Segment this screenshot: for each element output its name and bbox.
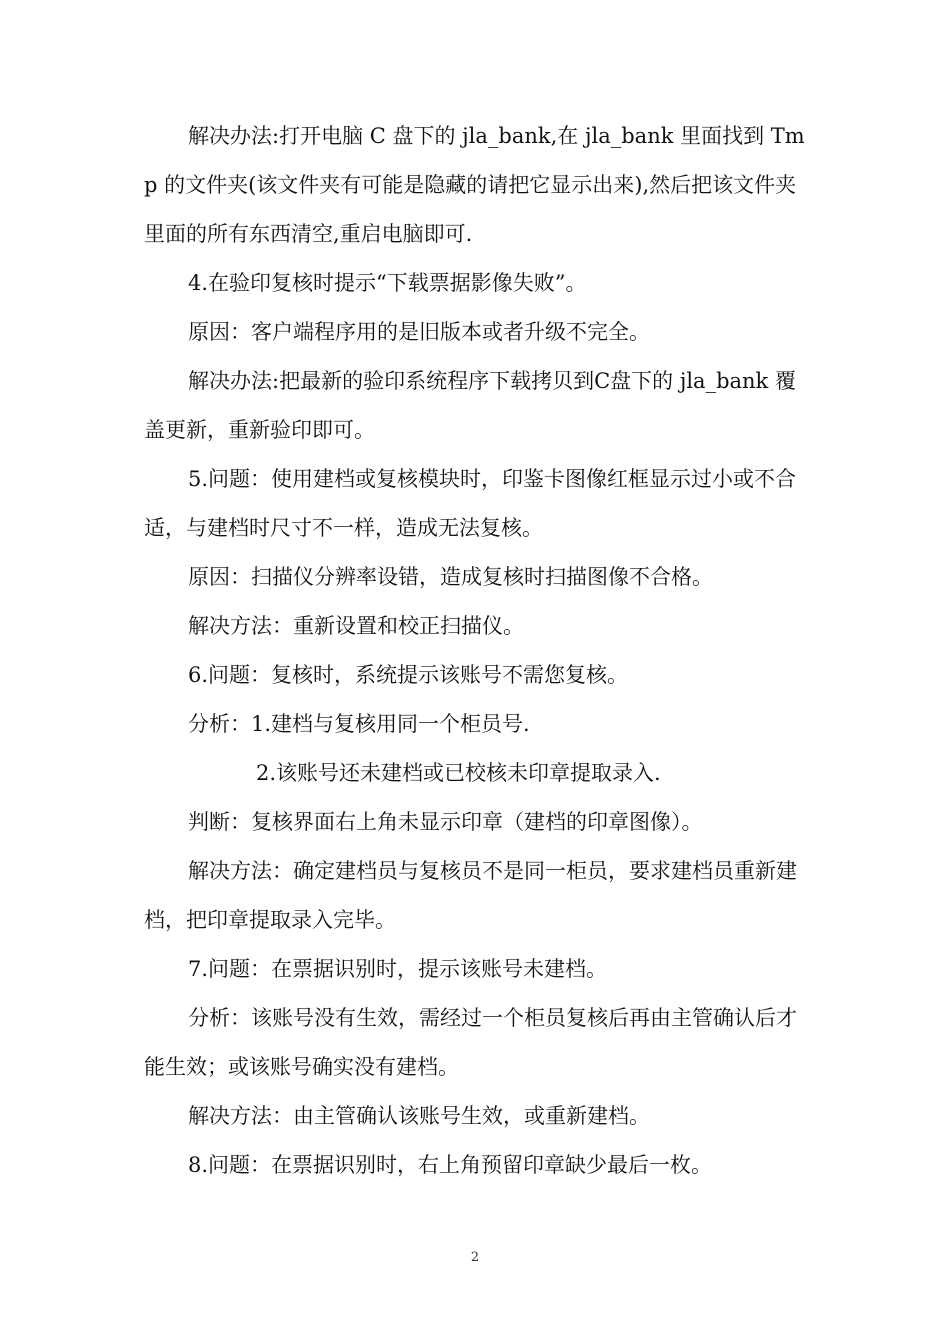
paragraph-solution-7: 解决方法：由主管确认该账号生效，或重新建档。 bbox=[188, 1104, 650, 1128]
paragraph-analysis-6-1: 分析：1.建档与复核用同一个柜员号. bbox=[188, 712, 530, 736]
paragraph-analysis-7: 分析：该账号没有生效，需经过一个柜员复核后再由主管确认后才能生效；或该账号确实没有建档。 bbox=[144, 1006, 797, 1079]
paragraph-issue-8: 8.问题：在票据识别时，右上角预留印章缺少最后一枚。 bbox=[188, 1153, 713, 1177]
paragraph-solution-4: 解决办法:把最新的验印系统程序下载拷贝到C盘下的 jla_bank 覆盖更新，重新验印即可。 bbox=[144, 369, 796, 442]
paragraph-cause-5: 原因：扫描仪分辨率设错，造成复核时扫描图像不合格。 bbox=[188, 565, 713, 589]
paragraph-analysis-6-2: 2.该账号还未建档或已校核未印章提取录入. bbox=[256, 761, 661, 785]
paragraph-solution-clear-tmp: 解决办法:打开电脑 C 盘下的 jla_bank,在 jla_bank 里面找到 Tmp 的文件夹(该文件夹有可能是隐藏的请把它显示出来),然后把该文件夹里面的所有东西清空,重启电脑即可. bbox=[144, 124, 805, 246]
paragraph-solution-6: 解决方法：确定建档员与复核员不是同一柜员，要求建档员重新建档，把印章提取录入完毕。 bbox=[144, 859, 797, 932]
paragraph-issue-4: 4.在验印复核时提示“下载票据影像失败”。 bbox=[188, 271, 587, 295]
paragraph-cause-4: 原因：客户端程序用的是旧版本或者升级不完全。 bbox=[188, 320, 650, 344]
paragraph-judgement-6: 判断：复核界面右上角未显示印章（建档的印章图像）。 bbox=[188, 810, 703, 834]
document-body bbox=[144, 112, 810, 1190]
paragraph-solution-5: 解决方法：重新设置和校正扫描仪。 bbox=[188, 614, 524, 638]
page-number: 2 bbox=[470, 1250, 480, 1265]
paragraph-issue-5: 5.问题：使用建档或复核模块时，印鉴卡图像红框显示过小或不合适，与建档时尺寸不一样，造成无法复核。 bbox=[144, 467, 797, 540]
paragraph-issue-6: 6.问题：复核时，系统提示该账号不需您复核。 bbox=[188, 663, 629, 687]
paragraph-issue-7: 7.问题：在票据识别时，提示该账号未建档。 bbox=[188, 957, 608, 981]
